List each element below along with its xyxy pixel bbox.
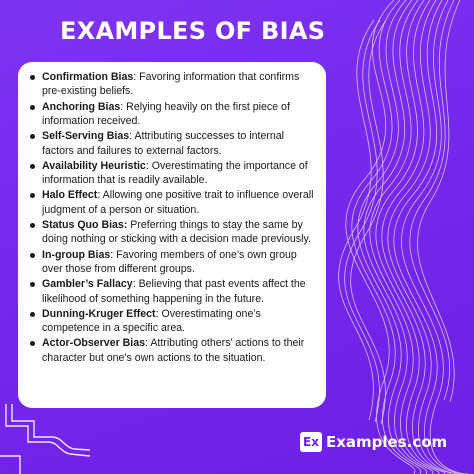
bias-term: Availability Heuristic (42, 159, 146, 172)
bias-term: Anchoring Bias (42, 100, 121, 113)
page-title: EXAMPLES OF BIAS (60, 17, 326, 45)
bias-item (30, 159, 316, 188)
bias-definition: : Overestimating one’s competence in a specific area. (42, 307, 261, 335)
bias-item (30, 277, 316, 306)
bias-term: Confirmation Bias (42, 71, 134, 83)
bias-definition: : Attributing successes to internal factors and failures to external factors. (42, 130, 285, 157)
bullet-icon (30, 193, 35, 198)
bias-term: Status Quo Bias: (42, 219, 128, 232)
bias-term: Halo Effect (42, 189, 98, 202)
bias-item (30, 70, 316, 99)
bullet-icon (30, 134, 35, 139)
bullet-icon (30, 282, 35, 287)
content-card (18, 62, 326, 408)
bullet-icon (30, 164, 35, 169)
step-outline-graphic (0, 404, 90, 474)
bias-item (30, 188, 316, 217)
bias-term: Self-Serving Bias (42, 130, 130, 143)
bias-item (30, 307, 316, 336)
bias-list (30, 70, 316, 365)
bullet-icon (30, 223, 35, 228)
examples-logo-icon: Ex (300, 432, 322, 452)
bullet-icon (30, 312, 35, 317)
bias-term: Dunning-Kruger Effect (42, 307, 156, 320)
bias-item (30, 336, 316, 365)
bias-definition: : Relying heavily on the first piece of information received. (42, 100, 290, 128)
bullet-icon (30, 75, 35, 80)
bias-definition: : Favoring members of one’s own group over those from different groups. (42, 248, 297, 276)
bias-term: Actor-Observer Bias (42, 337, 146, 350)
bias-definition: : Attributing others' actions to their character but one's own actions to the situation. (42, 337, 305, 364)
bias-definition: : Favoring information that confirms pre-existing beliefs. (42, 71, 300, 98)
bias-item (30, 248, 316, 277)
bias-definition: Preferring things to stay the same by doing nothing or sticking with a decision made previously. (42, 219, 311, 246)
bullet-icon (30, 105, 35, 110)
bullet-icon (30, 253, 35, 258)
bias-definition: : Overestimating the importance of information that is readily available. (42, 159, 308, 187)
bias-item (30, 100, 316, 129)
bias-term: In-group Bias (42, 248, 111, 261)
brand-logo[interactable] (300, 431, 447, 453)
bias-definition: : Believing that past events affect the likelihood of something happening in the future. (42, 278, 306, 305)
bias-item (30, 218, 316, 247)
bullet-icon (30, 341, 35, 346)
bias-definition: : Allowing one positive trait to influence overall judgment of a person or situation. (42, 189, 314, 216)
brand-name: Examples.com (326, 433, 448, 451)
bias-item (30, 129, 316, 158)
bias-term: Gambler’s Fallacy (42, 278, 133, 291)
